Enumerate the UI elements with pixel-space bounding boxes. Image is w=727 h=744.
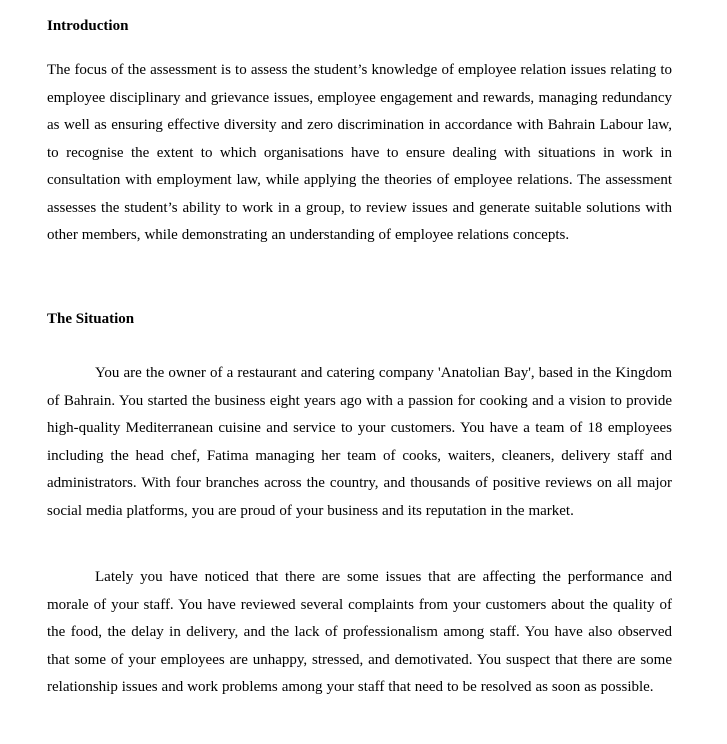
- introduction-paragraph: The focus of the assessment is to assess the student’s knowledge of employee relation issues relating to employee disciplinary and grievance issues, employee engagement and rewards, managing redundancy as well as ensuring effective diversity and zero discrimination in accordance with Bahrain Labour law, to recognise the extent to which organisations have to ensure dealing with situations in work in consultation with employment law, while applying the theories of employee relations. The assessment assesses the student’s ability to work in a group, to review issues and generate suitable solutions with other members, while demonstrating an understanding of employee relations concepts.: [47, 62, 672, 243]
- introduction-heading: Introduction: [47, 18, 129, 34]
- situation-heading: The Situation: [47, 311, 135, 327]
- situation-paragraph-1: You are the owner of a restaurant and catering company 'Anatolian Bay', based in the Kingdom of Bahrain. You started the business eight years ago with a passion for cooking and a vision to provide high-quality Mediterranean cuisine and service to your customers. You have a team of 18 employees including the head chef, Fatima managing her team of cooks, waiters, cleaners, delivery staff and administrators. With four branches across the country, and thousands of positive reviews on all major social media platforms, you are proud of your business and its reputation in the market.: [47, 365, 672, 519]
- situation-paragraph-2: Lately you have noticed that there are some issues that are affecting the performance and morale of your staff. You have reviewed several complaints from your customers about the quality of the food, the delay in delivery, and the lack of professionalism among staff. You have also observed that some of your employees are unhappy, stressed, and demotivated. You suspect that there are some relationship issues and work problems among your staff that need to be resolved as soon as possible.: [47, 569, 672, 695]
